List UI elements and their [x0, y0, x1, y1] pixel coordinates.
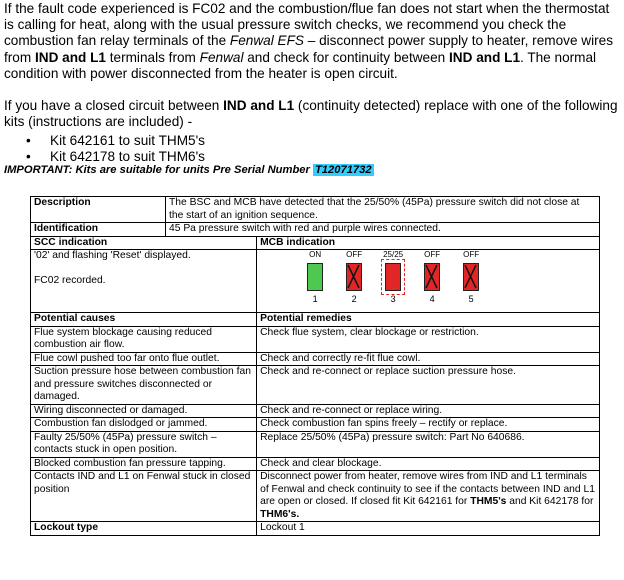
important-note [4, 164, 374, 176]
causes-header-row [31, 313, 600, 327]
table-row [31, 326, 600, 352]
remedy-cell: Check combustion fan spins freely – rectify or replace. [257, 418, 600, 432]
indication-header-row [31, 236, 600, 250]
cause-cell: Suction pressure hose between combustion fan and pressure switches disconnected or damaged. [31, 366, 257, 405]
remedy-text: Disconnect power from heater, remove wires from IND and L1 terminals of Fenwal and check continuity to see if the contacts between IND and L1 are open or closed. If closed fit Kit 642161 for [260, 471, 595, 507]
lockout-row [31, 522, 600, 536]
potential-remedies-label: Potential remedies [257, 313, 600, 327]
remedy-cell: Replace 25/50% (45Pa) pressure switch: Part No 640686. [257, 431, 600, 457]
fenwal-text: Fenwal [199, 49, 244, 65]
kit-text: Kit 642161 to suit THM5's [50, 133, 205, 148]
kit-text: Kit 642178 to suit THM6's [50, 149, 205, 164]
scc-indication-label: SCC indication [31, 236, 257, 250]
switch-number: 4 [429, 294, 435, 304]
thm5-text: THM5's [470, 496, 507, 507]
description-row [31, 197, 600, 223]
intro-text: . The normal condition with power disconnected from the heater is open circuit. [4, 49, 597, 81]
cause-cell: Contacts IND and L1 on Fenwal stuck in closed position [31, 471, 257, 522]
remedy-cell: Check and correctly re-fit flue cowl. [257, 352, 600, 366]
switch-state-label: OFF [424, 250, 441, 259]
ind-l1-text: IND and L1 [449, 49, 521, 65]
mcb-indication-cell [257, 250, 600, 313]
identification-label: Identification [31, 223, 166, 237]
description-label: Description [31, 197, 166, 223]
cause-cell: Blocked combustion fan pressure tapping. [31, 457, 257, 471]
identification-row [31, 223, 600, 237]
identification-text: 45 Pa pressure switch with red and purple wires connected. [166, 223, 600, 237]
table-row [31, 471, 600, 522]
serial-number-highlight: T12071732 [314, 164, 372, 176]
table-row [31, 457, 600, 471]
thm6-text: THM6's. [260, 508, 300, 520]
intro-paragraph-2 [4, 98, 620, 130]
switch-number: 5 [468, 294, 474, 304]
cause-cell: Combustion fan dislodged or jammed. [31, 418, 257, 432]
mcb-switch-panel [260, 250, 596, 310]
fault-table [30, 196, 600, 536]
remedy-cell: Check flue system, clear blockage or restriction. [257, 326, 600, 352]
switch-state-label: OFF [346, 250, 363, 259]
cause-cell: Faulty 25/50% (45Pa) pressure switch – contacts stuck in open position. [31, 431, 257, 457]
switch-number: 2 [351, 294, 357, 304]
switch-state-label: 25/25 [383, 250, 404, 259]
fenwal-efs-text: Fenwal EFS [229, 33, 304, 49]
remedy-text: and Kit 642178 for [506, 496, 594, 507]
important-label: IMPORTANT: Kits are suitable for units Pre Serial Number [4, 164, 313, 176]
switch-off-icon [424, 263, 440, 291]
switch-off-icon [346, 263, 362, 291]
switch-state-label: OFF [463, 250, 480, 259]
cause-cell: Flue cowl pushed too far onto flue outlet. [31, 352, 257, 366]
scc-display-text: '02' and flashing 'Reset' displayed. [34, 250, 191, 261]
lockout-value: Lockout 1 [257, 522, 600, 536]
switch-state-label: ON [309, 250, 322, 259]
intro-text: – disconnect power supply to heater, remove wires from [4, 33, 614, 65]
bullet-icon: • [26, 133, 31, 148]
remedy-cell: Check and re-connect or replace wiring. [257, 404, 600, 418]
ind-l1-text: IND and L1 [34, 49, 106, 65]
lockout-type-label: Lockout type [31, 522, 257, 536]
table-row [31, 431, 600, 457]
switch-on-icon [307, 263, 323, 291]
remedy-cell: Check and re-connect or replace suction pressure hose. [257, 366, 600, 405]
intro-text: If you have a closed circuit between [4, 98, 224, 113]
table-row [31, 352, 600, 366]
ind-l1-text: IND and L1 [223, 98, 295, 113]
indication-row [31, 250, 600, 313]
remedy-cell: Check and clear blockage. [257, 457, 600, 471]
fc02-recorded-text: FC02 recorded. [34, 274, 106, 286]
table-row [31, 366, 600, 405]
intro-text: terminals from [105, 49, 200, 65]
intro-text: If the fault code experienced is FC02 and the combustion/flue fan does not start when the thermostat is calling for heat, along with the usual pressure switch checks, we recommend you check the combustion fan relay terminals of the [4, 1, 610, 49]
bullet-icon: • [26, 149, 31, 164]
switch-number: 1 [312, 294, 318, 304]
switch-flashing-icon [385, 263, 401, 291]
mcb-switch-3 [378, 250, 408, 304]
description-text: The BSC and MCB have detected that the 25/50% (45Pa) pressure switch did not close at the start of an ignition sequence. [166, 197, 600, 223]
mcb-switch-2 [339, 250, 369, 304]
remedy-cell [257, 471, 600, 522]
switch-number: 3 [390, 294, 396, 304]
table-row [31, 404, 600, 418]
mcb-switch-5 [456, 250, 486, 304]
table-row [31, 418, 600, 432]
potential-causes-label: Potential causes [31, 313, 257, 327]
intro-text: and check for continuity between [243, 49, 450, 65]
intro-text: (continuity detected) replace with one of the following kits (instructions are included) - [4, 98, 618, 130]
mcb-switch-1 [300, 250, 330, 304]
cause-cell: Wiring disconnected or damaged. [31, 404, 257, 418]
switch-off-icon [463, 263, 479, 291]
mcb-indication-label: MCB indication [257, 236, 600, 250]
scc-indication-cell [31, 250, 257, 313]
intro-paragraph-1 [4, 1, 620, 82]
cause-cell: Flue system blockage causing reduced combustion air flow. [31, 326, 257, 352]
mcb-switch-4 [417, 250, 447, 304]
